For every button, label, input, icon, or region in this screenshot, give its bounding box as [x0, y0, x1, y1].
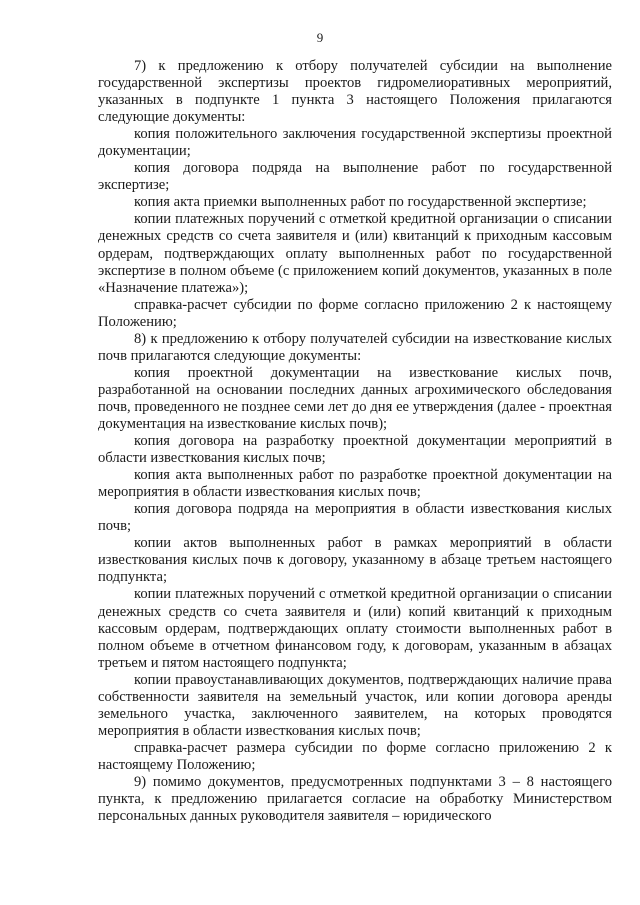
paragraph: копия положительного заключения государственной экспертизы проектной документации; — [98, 126, 612, 160]
paragraph: копия акта приемки выполненных работ по государственной экспертизе; — [134, 194, 587, 211]
paragraph: копия договора подряда на мероприятия в области известкования кислых почв; — [98, 501, 612, 535]
paragraph: копии платежных поручений с отметкой кредитной организации о списании денежных средств со счета заявителя и (или) копий квитанций к приходным кассовым ордерам, подтверждающих оплату стоимости выполненных работ в полном объеме в отчетном финансовом году, к договорам, указанным в абзацах третьем и пятом настоящего подпункта; — [98, 586, 612, 671]
paragraph: копии платежных поручений с отметкой кредитной организации о списании денежных средств со счета заявителя и (или) квитанций к приходным кассовым ордерам, подтверждающих оплату выполненных работ по государственной экспертизе в полном объеме (с приложением копий документов, указанных в поле «Назначение платежа»); — [98, 211, 612, 296]
paragraph: 8) к предложению к отбору получателей субсидии на известкование кислых почв прилагаются следующие документы: — [98, 330, 612, 364]
paragraph: справка-расчет размера субсидии по форме согласно приложению 2 к настоящему Положению; — [98, 739, 612, 773]
paragraph: 9) помимо документов, предусмотренных подпунктами 3 – 8 настоящего пункта, к предложению прилагается согласие на обработку Министерством персональных данных руководителя заявителя – юридического — [98, 773, 612, 825]
paragraph: копии правоустанавливающих документов, подтверждающих наличие права собственности заявителя на земельный участок, или копии договора аренды земельного участка, заключенного заявителем, на которых проводятся мероприятия в области известкования кислых почв; — [98, 671, 612, 739]
paragraph: 7) к предложению к отбору получателей субсидии на выполнение государственной экспертизы проектов гидромелиоративных мероприятий, указанных в подпункте 1 пункта 3 настоящего Положения прилагаются следующие документы: — [98, 58, 612, 126]
paragraph: справка-расчет субсидии по форме согласно приложению 2 к настоящему Положению; — [98, 296, 612, 330]
paragraph: копия акта выполненных работ по разработке проектной документации на мероприятия в области известкования кислых почв; — [98, 467, 612, 501]
paragraph: копии актов выполненных работ в рамках мероприятий в области известкования кислых почв к договору, указанному в абзаце третьем настоящего подпункта; — [98, 535, 612, 586]
paragraph: копия договора на разработку проектной документации мероприятий в области известкования кислых почв; — [98, 433, 612, 467]
paragraph: копия проектной документации на известкование кислых почв, разработанной на основании последних данных агрохимического обследования почв, проведенного не позднее семи лет до дня ее утверждения (далее - проектная документация на известкование кислых почв); — [98, 364, 612, 432]
page-number: 9 — [316, 30, 324, 45]
paragraph: копия договора подряда на выполнение работ по государственной экспертизе; — [98, 160, 612, 194]
document-body — [98, 58, 612, 825]
